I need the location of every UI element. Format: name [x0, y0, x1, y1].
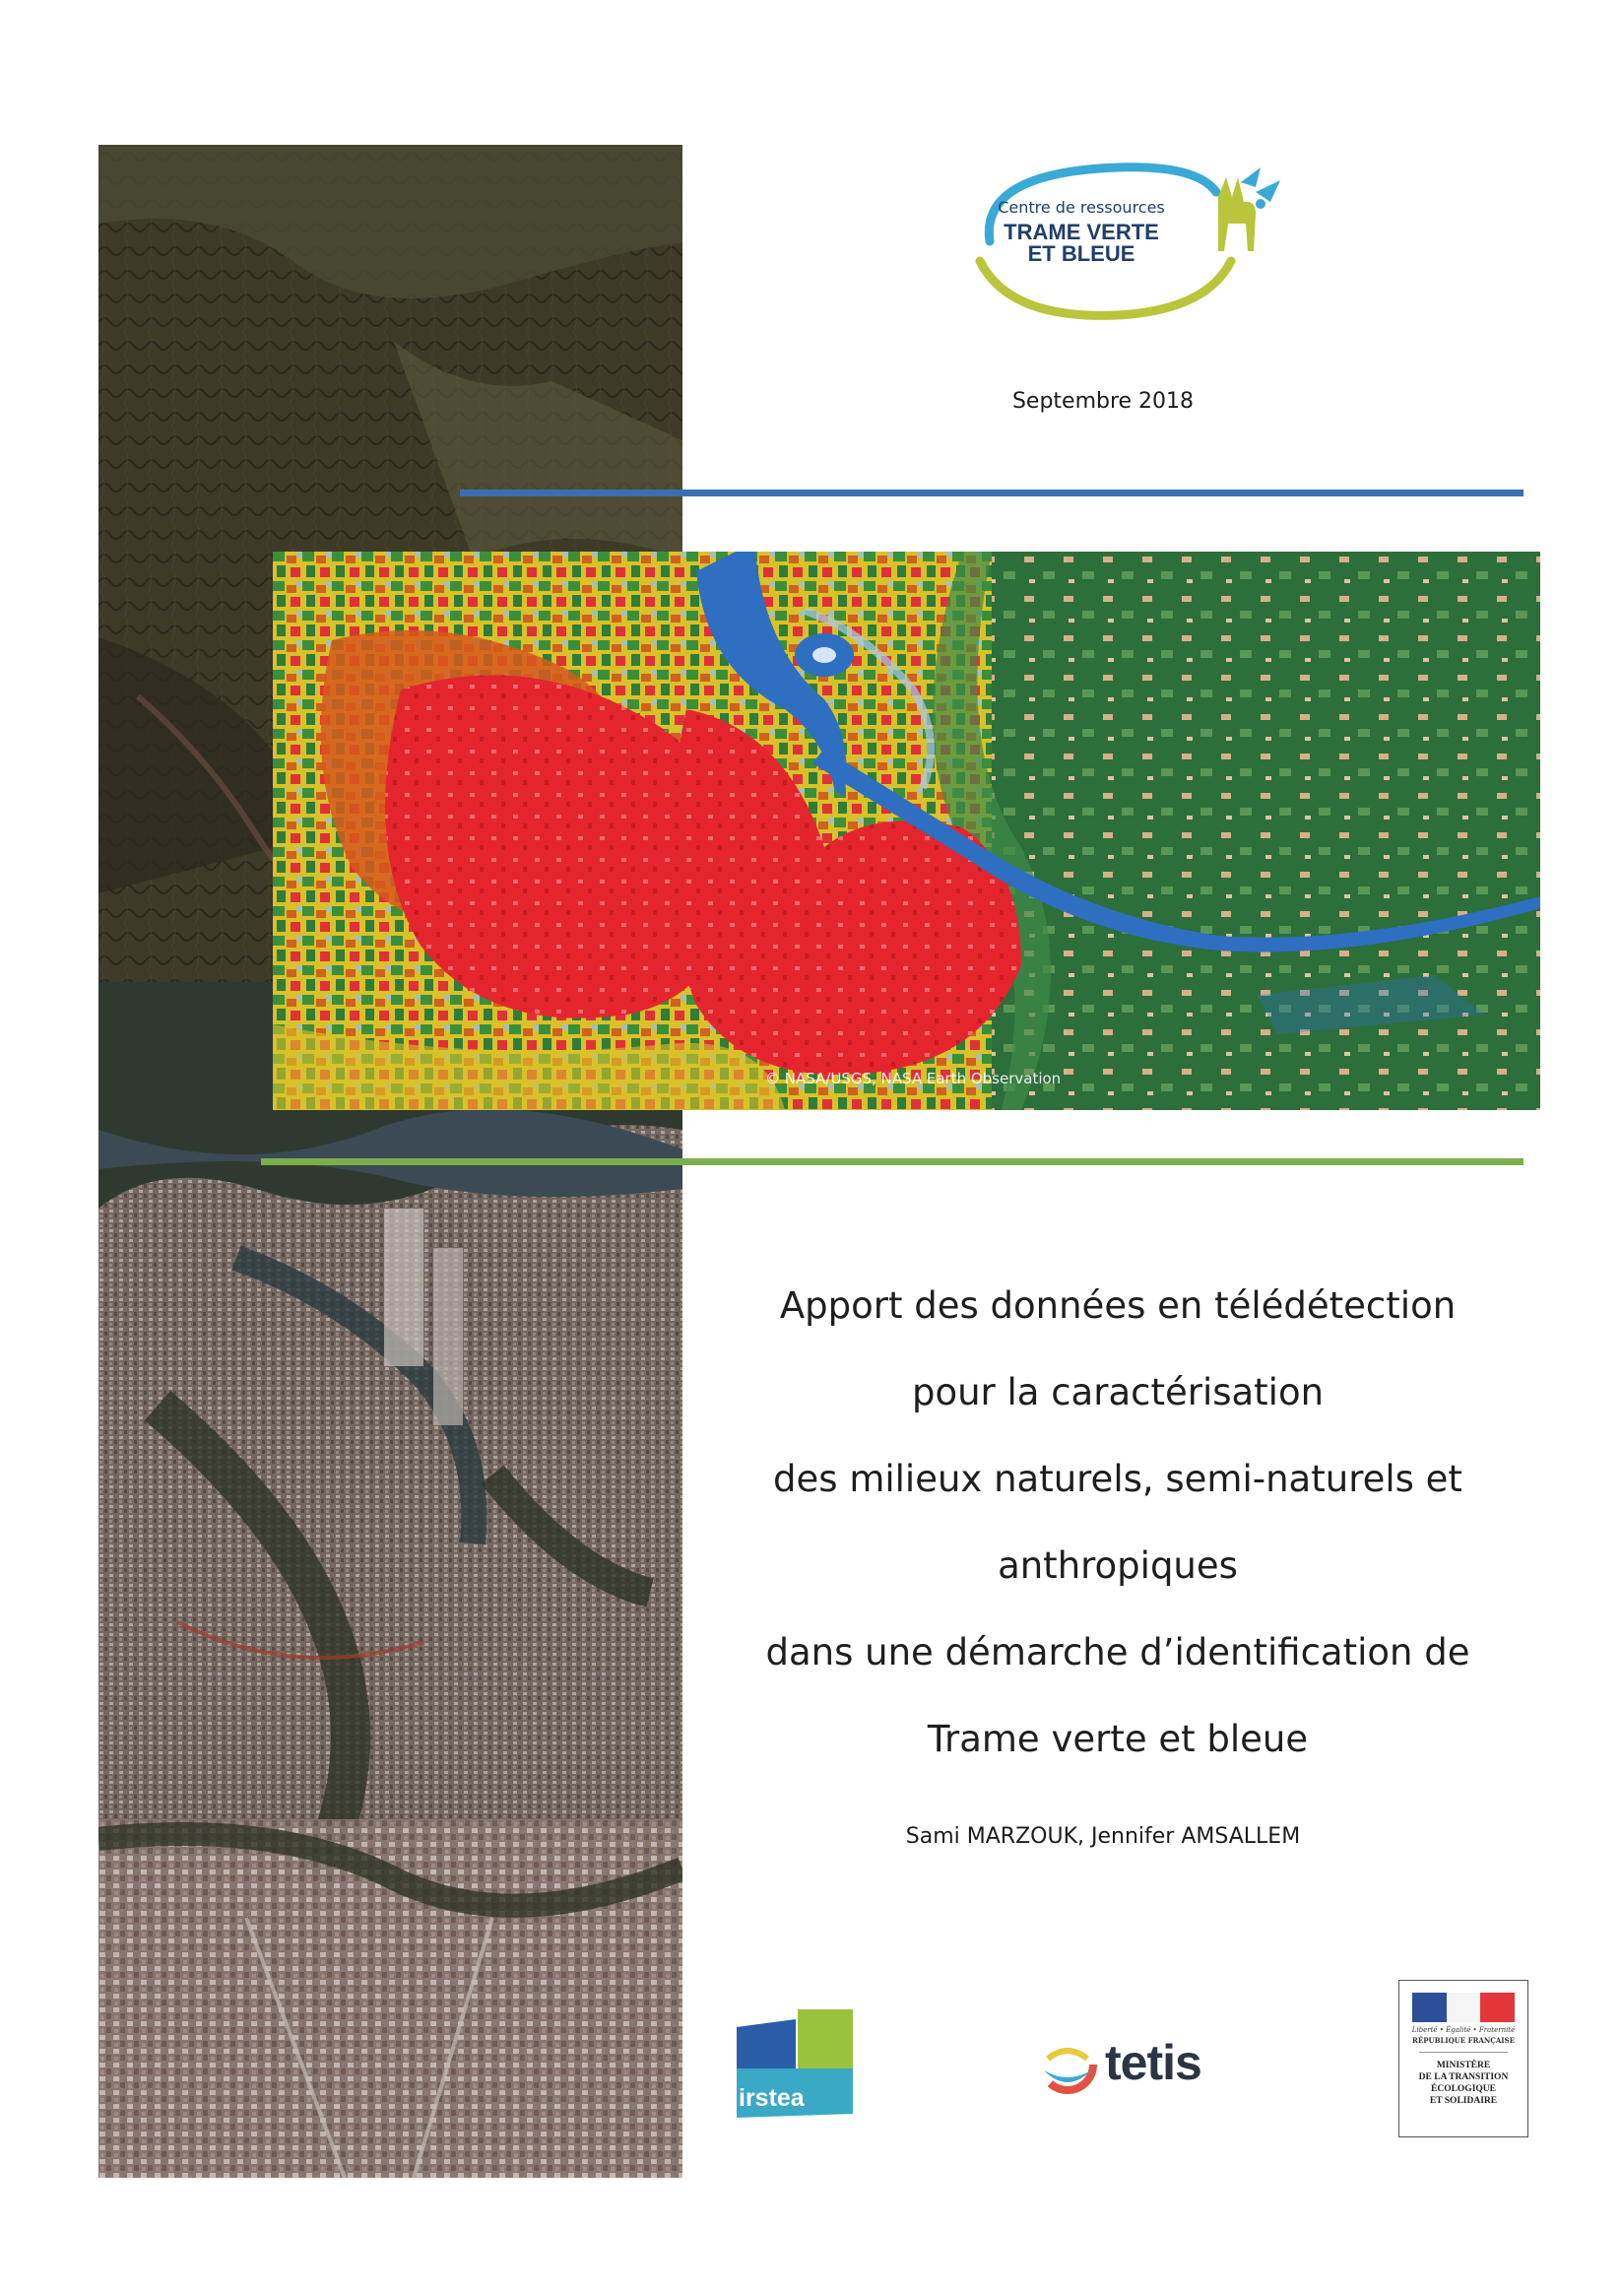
- green-divider: [261, 1158, 1524, 1165]
- title-line: dans une démarche d’identification de: [765, 1631, 1470, 1673]
- logo-subtitle: Centre de ressources: [998, 198, 1165, 217]
- ministere-name: [1399, 2060, 1527, 2107]
- ministere-line: MINISTÈRE: [1436, 2061, 1491, 2070]
- french-flag-icon: [1412, 1993, 1515, 2022]
- title-line: Apport des données en télédétection: [779, 1284, 1457, 1327]
- authors: Sami MARZOUK, Jennifer AMSALLEM: [905, 1824, 1301, 1849]
- irstea-logo: [737, 2009, 855, 2118]
- ministere-separator: [1419, 2052, 1508, 2053]
- report-title: [709, 1263, 1526, 1783]
- ministere-line: ET SOLIDAIRE: [1429, 2096, 1498, 2106]
- publication-date: Septembre 2018: [1011, 389, 1195, 414]
- republique-name: RÉPUBLIQUE FRANÇAISE: [1412, 2036, 1515, 2045]
- ministere-line: ÉCOLOGIQUE: [1431, 2084, 1496, 2094]
- title-line: Trame verte et bleue: [927, 1718, 1309, 1760]
- title-line: anthropiques: [998, 1544, 1238, 1587]
- republique-motto: Liberté • Égalité • Fraternité: [1411, 2026, 1516, 2034]
- tetis-wordmark: tetis: [1105, 2035, 1201, 2090]
- logo-title-line1: TRAME VERTE: [1004, 220, 1159, 244]
- tetis-logo: [1034, 2029, 1241, 2108]
- trame-verte-bleue-logo: [960, 153, 1285, 340]
- irstea-wordmark: irstea: [739, 2084, 805, 2112]
- ministere-line: DE LA TRANSITION: [1418, 2072, 1509, 2082]
- title-line: des milieux naturels, semi-naturels et: [773, 1458, 1462, 1500]
- title-line: pour la caractérisation: [911, 1371, 1325, 1413]
- logo-title-line2: ET BLEUE: [1027, 241, 1135, 266]
- land-cover-map: [273, 552, 1540, 1110]
- map-credit: © NASA/USGS, NASA Earth Observation: [765, 1070, 1062, 1087]
- ministere-logo: [1398, 1980, 1528, 2137]
- blue-divider: [460, 490, 1524, 496]
